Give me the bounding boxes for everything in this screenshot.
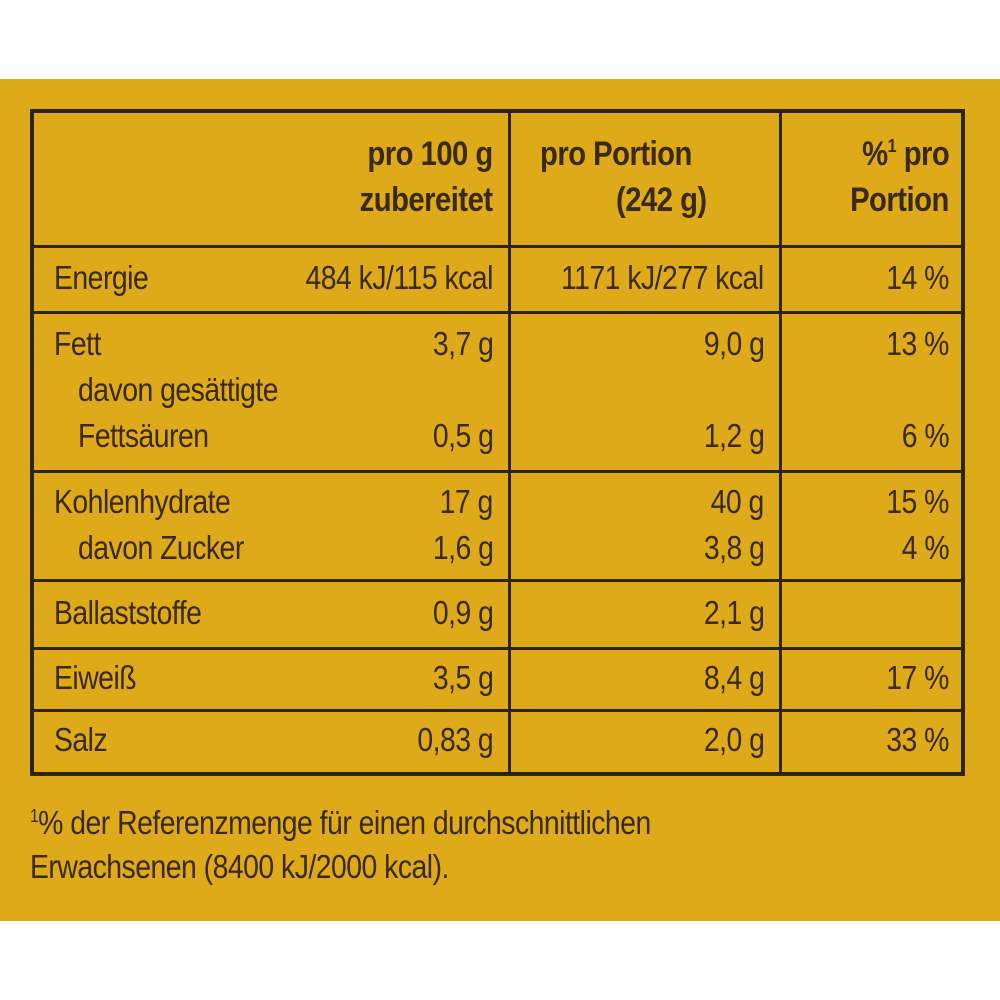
ballaststoffe-per100: 0,9 g [432, 594, 493, 631]
footnote [30, 801, 651, 889]
row-label-ballaststoffe: Ballaststoffe [54, 594, 202, 631]
row-label-fett: Fett [54, 325, 101, 362]
row-divider-kohlenhydrate [34, 579, 961, 582]
ballaststoffe-portion: 2,1 g [703, 594, 764, 631]
salz-per100: 0,83 g [417, 721, 493, 758]
column-divider-2 [779, 113, 782, 772]
zucker-percent: 4 % [901, 529, 949, 566]
header-percent-line1: %$^1$ pro [861, 135, 949, 173]
eiweiss-per100: 3,5 g [432, 659, 493, 696]
energie-per100: 484 kJ/115 kcal [305, 259, 493, 296]
row-divider-ballaststoffe [34, 647, 961, 650]
header-portion-line1: pro Portion [540, 135, 692, 173]
eiweiss-portion: 8,4 g [703, 659, 764, 696]
salz-portion: 2,0 g [703, 721, 764, 758]
fettsaeuren-per100: 0,5 g [432, 417, 493, 454]
column-divider-1 [508, 113, 511, 772]
header-percent-line2: Portion [850, 181, 949, 219]
energie-percent: 14 % [886, 259, 949, 296]
row-label-fettsaeuren: Fettsäuren [78, 417, 209, 454]
row-label-salz: Salz [54, 721, 108, 758]
header-per100-line1: pro 100 g [367, 135, 493, 173]
kohlenhydrate-per100: 17 g [439, 483, 493, 520]
fettsaeuren-percent: 6 % [901, 417, 949, 454]
row-label-zucker: davon Zucker [78, 529, 244, 566]
row-label-energie: Energie [54, 259, 149, 296]
nutrition-table [30, 109, 965, 776]
row-label-kohlenhydrate: Kohlenhydrate [54, 483, 231, 520]
fett-portion: 9,0 g [703, 325, 764, 362]
row-label-gesaettigte: davon gesättigte [78, 371, 279, 408]
row-divider-header [34, 245, 961, 248]
row-divider-fett [34, 470, 961, 473]
row-divider-energie [34, 311, 961, 314]
nutrition-panel [0, 79, 1000, 921]
fett-per100: 3,7 g [432, 325, 493, 362]
footnote-line1: $^1$% der Referenzmenge für einen durchschnittlichen [30, 804, 651, 841]
energie-portion: 1171 kJ/277 kcal [561, 259, 764, 296]
header-portion-line2: (242 g) [616, 181, 707, 219]
row-label-eiweiss: Eiweiß [54, 659, 137, 696]
footnote-line2: Erwachsenen (8400 kJ/2000 kcal). [30, 848, 449, 885]
zucker-portion: 3,8 g [703, 529, 764, 566]
eiweiss-percent: 17 % [886, 659, 949, 696]
fettsaeuren-portion: 1,2 g [703, 417, 764, 454]
header-per100-line2: zubereitet [360, 181, 493, 219]
zucker-per100: 1,6 g [432, 529, 493, 566]
salz-percent: 33 % [886, 721, 949, 758]
row-divider-eiweiss [34, 709, 961, 712]
kohlenhydrate-portion: 40 g [710, 483, 764, 520]
fett-percent: 13 % [886, 325, 949, 362]
kohlenhydrate-percent: 15 % [886, 483, 949, 520]
